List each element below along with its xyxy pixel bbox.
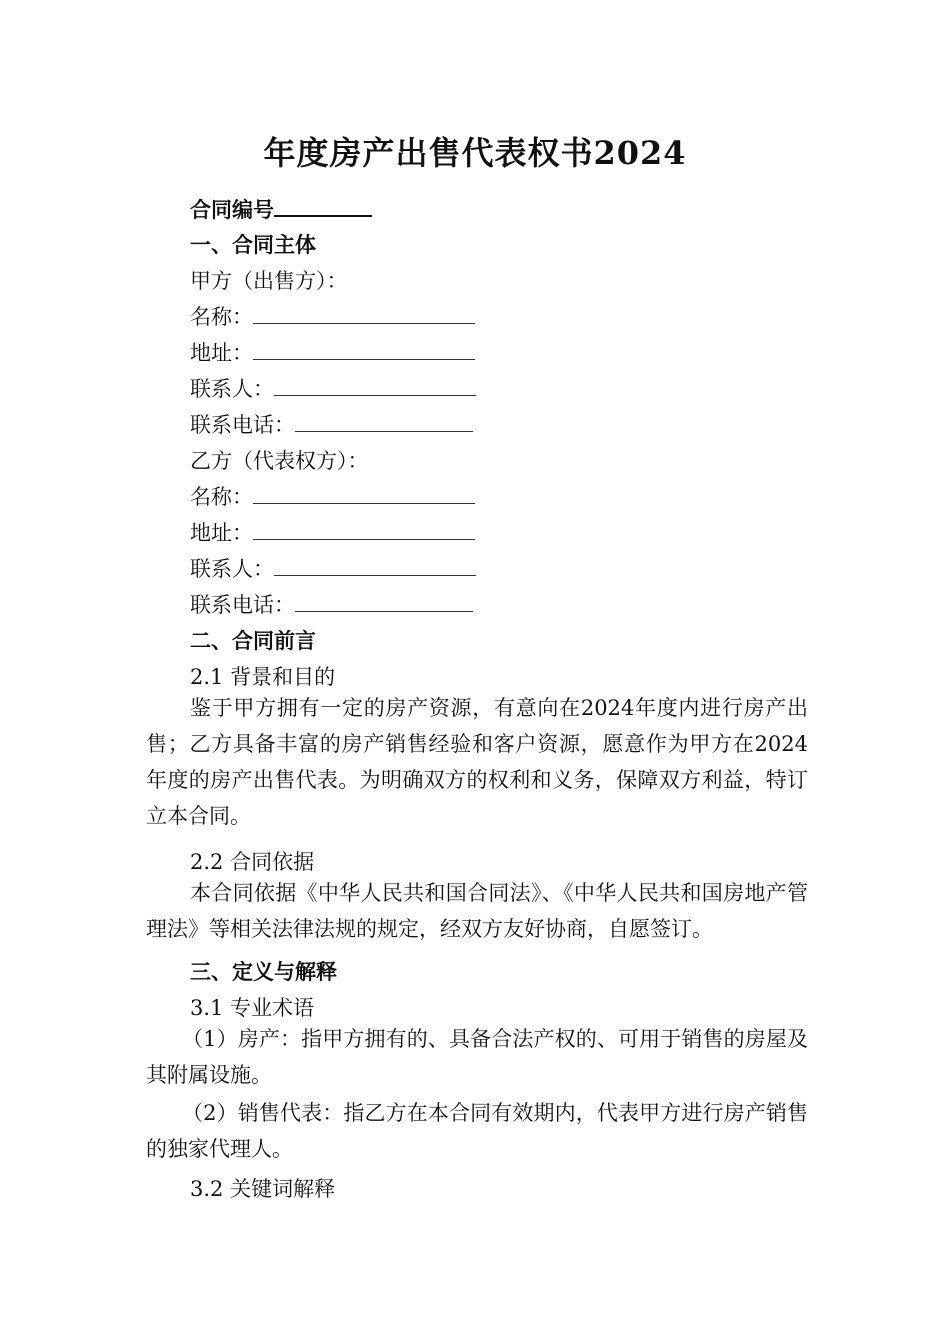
party-a-contact-blank[interactable] bbox=[274, 375, 476, 396]
party-b-phone-row bbox=[190, 589, 473, 619]
party-a-contact-row bbox=[190, 373, 476, 403]
section-1-heading: 一、合同主体 bbox=[190, 233, 316, 257]
party-b-address-row bbox=[190, 517, 475, 547]
party-a-name-blank[interactable] bbox=[253, 303, 475, 324]
contract-number-label: 合同编号 bbox=[190, 198, 274, 222]
subsection-2-1-heading: 2.1 背景和目的 bbox=[190, 665, 336, 689]
party-a-name-label: 名称： bbox=[190, 305, 253, 329]
party-a-phone-label: 联系电话： bbox=[190, 413, 295, 437]
party-a-address-row bbox=[190, 337, 475, 367]
party-a-phone-blank[interactable] bbox=[295, 411, 473, 432]
contract-number-blank[interactable] bbox=[274, 195, 372, 217]
party-b-contact-blank[interactable] bbox=[274, 555, 476, 576]
party-b-name-blank[interactable] bbox=[253, 483, 475, 504]
party-a-contact-label: 联系人： bbox=[190, 377, 274, 401]
party-b-contact-label: 联系人： bbox=[190, 557, 274, 581]
paragraph-3-1-item-2: （2）销售代表：指乙方在本合同有效期内，代表甲方进行房产销售的独家代理人。 bbox=[146, 1101, 808, 1161]
party-a-address-blank[interactable] bbox=[253, 339, 475, 360]
party-a-address-label: 地址： bbox=[190, 341, 253, 365]
party-a-label: 甲方（出售方）： bbox=[190, 269, 348, 293]
party-b-phone-blank[interactable] bbox=[295, 591, 473, 612]
party-b-address-label: 地址： bbox=[190, 521, 253, 545]
contract-number-row bbox=[190, 194, 372, 224]
party-b-name-row bbox=[190, 481, 475, 511]
section-3-heading: 三、定义与解释 bbox=[190, 960, 337, 984]
paragraph-2-2: 本合同依据《中华人民共和国合同法》、《中华人民共和国房地产管理法》等相关法律法规的规定，经双方友好协商，自愿签订。 bbox=[146, 881, 808, 941]
paragraph-3-1-item-1: （1）房产：指甲方拥有的、具备合法产权的、可用于销售的房屋及其附属设施。 bbox=[146, 1027, 808, 1087]
subsection-3-2-heading: 3.2 关键词解释 bbox=[190, 1177, 336, 1201]
page-title: 年度房产出售代表权书2024 bbox=[263, 134, 687, 172]
paragraph-2-1: 鉴于甲方拥有一定的房产资源，有意向在2024年度内进行房产出售；乙方具备丰富的房产销售经验和客户资源，愿意作为甲方在2024年度的房产出售代表。为明确双方的权利和义务，保障双方利益，特订立本合同。 bbox=[146, 696, 808, 828]
party-a-name-row bbox=[190, 301, 475, 331]
party-b-contact-row bbox=[190, 553, 476, 583]
subsection-2-2-heading: 2.2 合同依据 bbox=[190, 850, 315, 874]
section-2-heading: 二、合同前言 bbox=[190, 629, 316, 653]
party-b-address-blank[interactable] bbox=[253, 519, 475, 540]
party-b-phone-label: 联系电话： bbox=[190, 593, 295, 617]
party-b-name-label: 名称： bbox=[190, 485, 253, 509]
party-b-label: 乙方（代表权方）： bbox=[190, 449, 369, 473]
party-a-phone-row bbox=[190, 409, 473, 439]
subsection-3-1-heading: 3.1 专业术语 bbox=[190, 996, 315, 1020]
